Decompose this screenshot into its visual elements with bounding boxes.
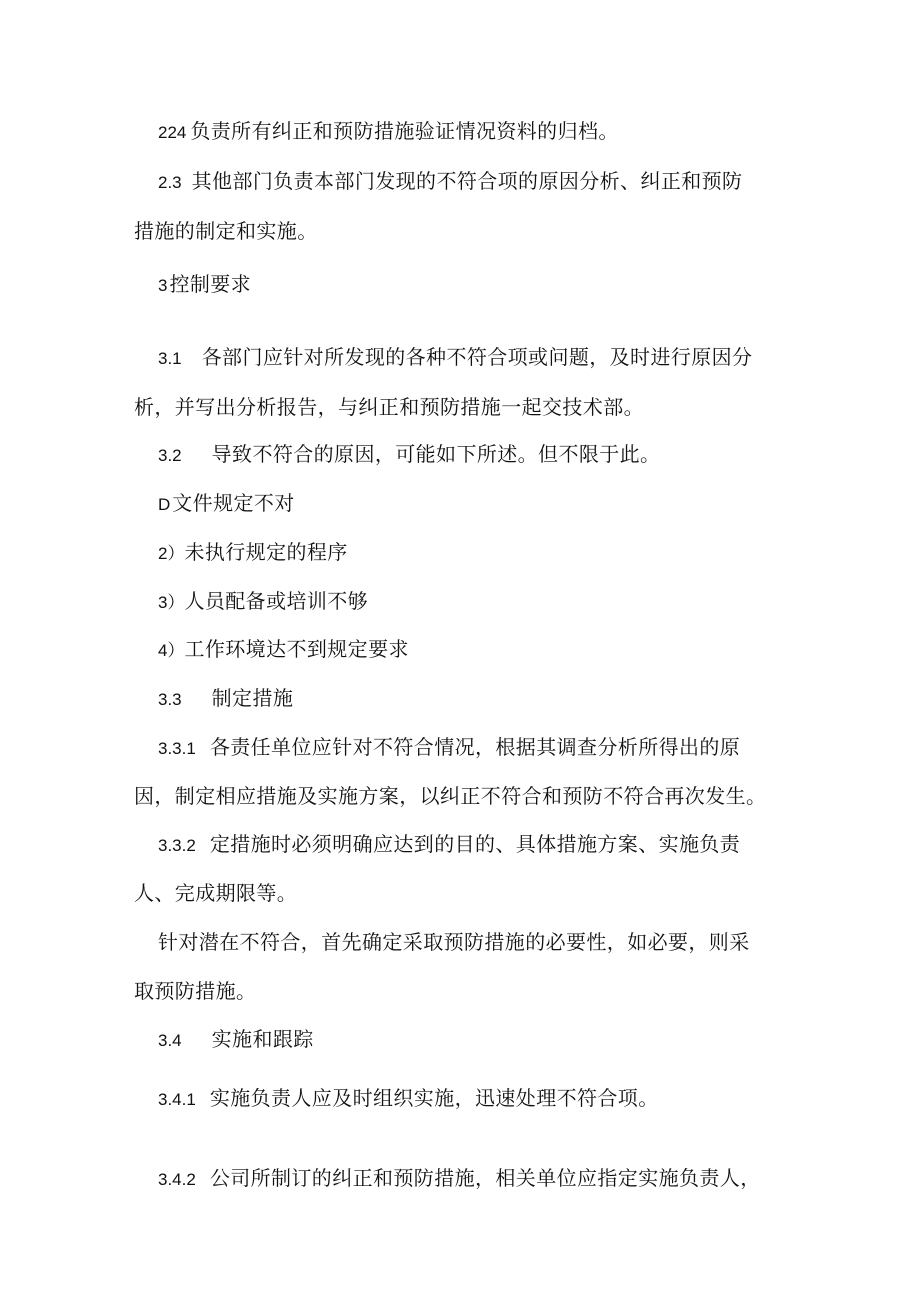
paragraph-3-3-1-continued bbox=[134, 782, 774, 810]
list-item-2 bbox=[158, 538, 798, 568]
paragraph-text: 取预防措施。 bbox=[134, 979, 257, 1003]
paragraph-text: 制定措施 bbox=[211, 686, 294, 710]
clause-number: 3.2 bbox=[158, 446, 182, 465]
paragraph-text: 公司所制订的纠正和预防措施，相关单位应指定实施负责人， bbox=[209, 1166, 761, 1190]
list-item-3 bbox=[158, 587, 798, 617]
list-marker: 2） bbox=[158, 544, 185, 563]
list-item-4 bbox=[158, 635, 798, 665]
clause-number: 3.3 bbox=[158, 690, 182, 709]
clause-number: 3.3.1 bbox=[158, 739, 196, 758]
paragraph-3-3 bbox=[158, 684, 798, 714]
section-number: 3 bbox=[158, 276, 168, 295]
paragraph-2-3 bbox=[158, 167, 798, 197]
list-marker: D bbox=[158, 495, 171, 514]
list-marker: 4） bbox=[158, 641, 185, 660]
paragraph-text: 因，制定相应措施及实施方案，以纠正不符合和预防不符合再次发生。 bbox=[134, 784, 767, 808]
section-title: 控制要求 bbox=[169, 272, 252, 296]
paragraph-text: 导致不符合的原因，可能如下所述。但不限于此。 bbox=[211, 442, 661, 466]
list-item-1 bbox=[158, 489, 798, 519]
paragraph-text: 实施负责人应及时组织实施，迅速处理不符合项。 bbox=[209, 1086, 659, 1110]
paragraph-text: 各责任单位应针对不符合情况，根据其调查分析所得出的原 bbox=[209, 735, 741, 759]
clause-number: 3.4 bbox=[158, 1031, 182, 1050]
paragraph-3-1-continued bbox=[134, 393, 774, 421]
list-item-text: 人员配备或培训不够 bbox=[184, 589, 369, 613]
clause-number: 2.3 bbox=[158, 173, 182, 192]
clause-number: 3.4.2 bbox=[158, 1170, 196, 1189]
paragraph-2-3-continued bbox=[134, 217, 774, 245]
paragraph-text: 措施的制定和实施。 bbox=[134, 219, 318, 243]
paragraph-text: 析，并写出分析报告，与纠正和预防措施一起交技术部。 bbox=[134, 395, 644, 419]
paragraph-text: 实施和跟踪 bbox=[211, 1027, 314, 1051]
paragraph-potential-nonconformity bbox=[158, 928, 798, 956]
clause-number: 3.4.1 bbox=[158, 1090, 196, 1109]
paragraph-3-4 bbox=[158, 1025, 798, 1055]
paragraph-text: 人、完成期限等。 bbox=[134, 881, 298, 905]
paragraph-3-1 bbox=[158, 343, 798, 373]
paragraph-3-4-1 bbox=[158, 1084, 798, 1114]
paragraph-3-4-2 bbox=[158, 1164, 798, 1194]
list-marker: 3） bbox=[158, 593, 185, 612]
paragraph-text: 针对潜在不符合，首先确定采取预防措施的必要性，如必要，则采 bbox=[158, 930, 750, 954]
paragraph-3-3-1 bbox=[158, 733, 798, 763]
list-item-text: 工作环境达不到规定要求 bbox=[184, 637, 409, 661]
list-item-text: 文件规定不对 bbox=[172, 491, 295, 515]
paragraph-3-3-2-continued bbox=[134, 879, 774, 907]
paragraph-text: 其他部门负责本部门发现的不符合项的原因分析、纠正和预防 bbox=[191, 169, 743, 193]
paragraph-potential-nonconformity-continued bbox=[134, 977, 774, 1005]
section-3-heading bbox=[158, 270, 798, 300]
clause-number: 3.1 bbox=[158, 349, 182, 368]
clause-number: 3.3.2 bbox=[158, 836, 196, 855]
paragraph-text: 负责所有纠正和预防措施验证情况资料的归档。 bbox=[190, 119, 619, 143]
paragraph-2-2-4 bbox=[158, 117, 798, 147]
list-item-text: 未执行规定的程序 bbox=[184, 540, 348, 564]
paragraph-text: 定措施时必须明确应达到的目的、具体措施方案、实施负责 bbox=[209, 832, 741, 856]
paragraph-3-3-2 bbox=[158, 830, 798, 860]
paragraph-text: 各部门应针对所发现的各种不符合项或问题，及时进行原因分 bbox=[201, 345, 753, 369]
clause-number: 224 bbox=[158, 123, 187, 142]
paragraph-3-2 bbox=[158, 440, 798, 470]
